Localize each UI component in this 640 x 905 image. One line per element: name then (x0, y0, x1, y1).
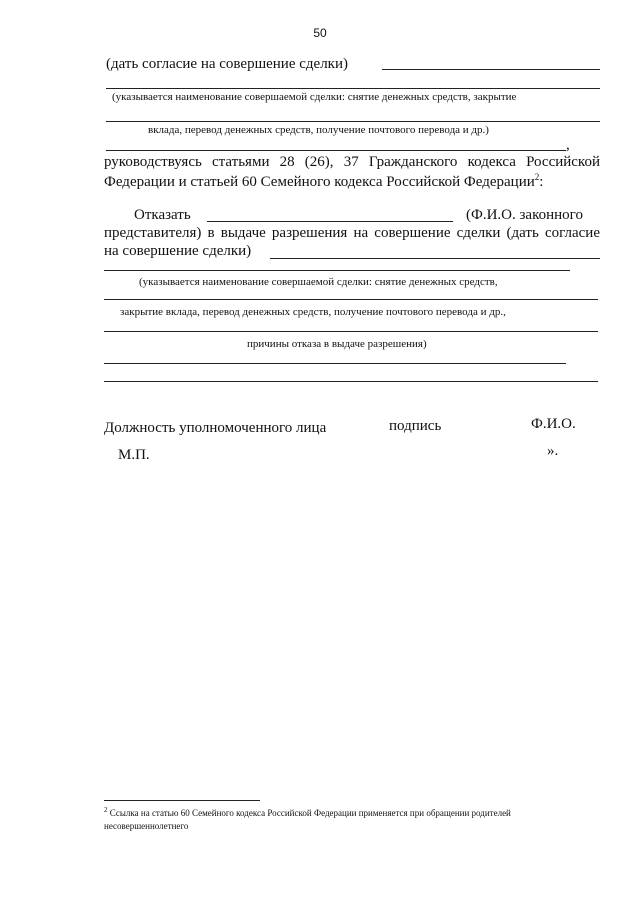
footnote-separator (104, 800, 260, 801)
official-position: Должность уполномоченного лица (104, 420, 327, 436)
fio-label: Ф.И.О. (531, 416, 576, 432)
fill-line (207, 221, 453, 222)
signature-label: подпись (389, 418, 442, 434)
page-number: 50 (313, 26, 327, 40)
refusal-word: Отказать (134, 207, 191, 223)
legal-basis-line1: руководствуясь статьями 28 (26), 37 Гражданского кодекса Российской (104, 154, 600, 170)
fill-line (382, 69, 600, 70)
refusal-hint-line3: причины отказа в выдаче разрешения) (247, 338, 427, 350)
refusal-hint-line2: закрытие вклада, перевод денежных средств, получение почтового перевода и др., (120, 306, 506, 318)
fill-line (104, 363, 566, 364)
fill-line (104, 331, 598, 332)
fill-line (106, 150, 566, 151)
closing-quote: ». (547, 443, 559, 459)
footnote-line1: $^2$ Ссылка на статью 60 Семейного кодекса Российской Федерации применяется при обращении родителей (104, 806, 511, 818)
fill-line (104, 299, 598, 300)
refusal-hint-line1: (указывается наименование совершаемой сделки: снятие денежных средств, (139, 276, 498, 288)
consent-comma: , (566, 137, 570, 153)
fill-line (106, 121, 600, 122)
footnote-ref: 2 (534, 172, 540, 182)
fill-line (104, 381, 598, 382)
footnote-line2: несовершеннолетнего (104, 821, 189, 831)
refusal-fio: (Ф.И.О. законного (466, 207, 583, 223)
footnote-marker: 2 (104, 806, 108, 814)
fill-line (270, 258, 600, 259)
fill-line (104, 270, 570, 271)
refusal-line2: представителя) в выдаче разрешения на совершение сделки (дать согласие (104, 225, 600, 241)
legal-basis-line2: Федерации и статьей 60 Семейного кодекса Российской Федерации$^2$: (104, 172, 544, 190)
fill-line (106, 88, 600, 89)
refusal-line3: на совершение сделки) (104, 243, 252, 259)
stamp-label: М.П. (118, 447, 150, 463)
consent-hint-line2: вклада, перевод денежных средств, получение почтового перевода и др.) (148, 124, 489, 136)
consent-hint-line1: (указывается наименование совершаемой сделки: снятие денежных средств, закрытие (112, 91, 517, 103)
consent-prefix: (дать согласие на совершение сделки) (106, 56, 348, 72)
